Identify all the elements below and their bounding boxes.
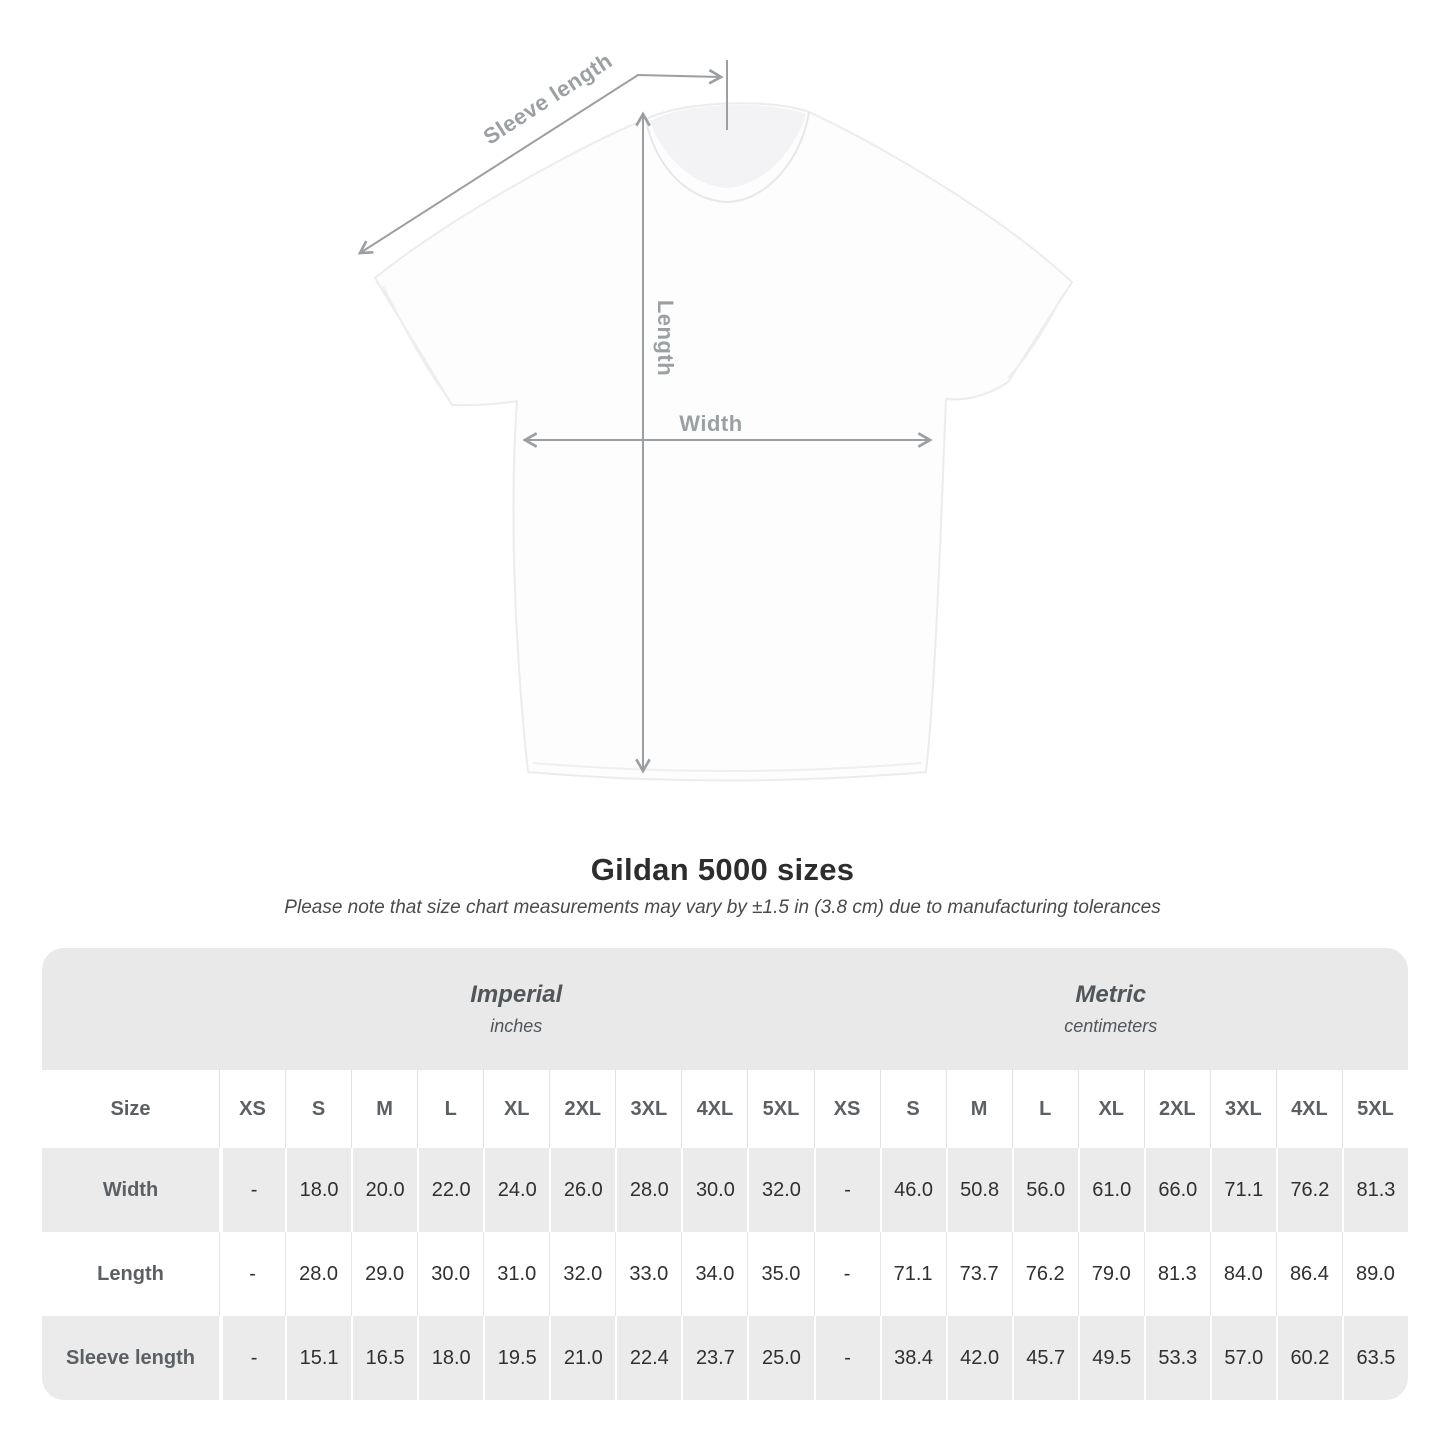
measurement-value: - [219,1232,285,1316]
measurement-value: - [814,1148,880,1232]
measurement-value: 18.0 [285,1148,351,1232]
width-label: Width [679,411,743,436]
measurement-value: 56.0 [1012,1148,1078,1232]
imperial-title: Imperial [470,981,563,1008]
measurement-value: 35.0 [747,1232,813,1316]
measurement-value: 89.0 [1342,1232,1408,1316]
measurement-value: 76.2 [1012,1232,1078,1316]
measurement-value: 66.0 [1144,1148,1210,1232]
measurement-value: - [814,1316,880,1400]
measurement-value: 23.7 [681,1316,747,1400]
measurement-value: 28.0 [615,1148,681,1232]
size-col-header: S [285,1070,351,1148]
size-header-row [42,1070,1408,1148]
measurement-value: 21.0 [549,1316,615,1400]
measurement-value: 22.0 [417,1148,483,1232]
measurement-value: 15.1 [285,1316,351,1400]
measurement-value: 50.8 [946,1148,1012,1232]
measurement-value: 29.0 [351,1232,417,1316]
width-row [42,1148,1408,1232]
size-col-header: XS [219,1070,285,1148]
size-col-header: XL [1078,1070,1144,1148]
row-label: Width [102,1178,159,1201]
measurement-value: 53.3 [1144,1316,1210,1400]
measurement-value: 34.0 [681,1232,747,1316]
measurement-value: 22.4 [615,1316,681,1400]
sleeve-length-label: Sleeve length [478,47,617,150]
measurement-value: 81.3 [1342,1148,1408,1232]
metric-unit: centimeters [1064,1016,1158,1036]
measurement-value: 30.0 [417,1232,483,1316]
measurement-value: 71.1 [1210,1148,1276,1232]
measurement-value: 24.0 [483,1148,549,1232]
measurement-value: 61.0 [1078,1148,1144,1232]
measurement-value: 42.0 [946,1316,1012,1400]
unit-header-band [42,948,1408,1070]
size-column-title: Size [110,1097,151,1120]
size-col-header: 5XL [1342,1070,1408,1148]
band-spacer [42,948,219,1070]
measurement-value: 84.0 [1210,1232,1276,1316]
size-col-header: 4XL [1276,1070,1342,1148]
measurement-value: - [219,1148,285,1232]
measurement-value: 19.5 [483,1316,549,1400]
length-row [42,1232,1408,1316]
measurement-value: 86.4 [1276,1232,1342,1316]
measurement-value: 16.5 [351,1316,417,1400]
measurement-value: 76.2 [1276,1148,1342,1232]
measurement-value: 79.0 [1078,1232,1144,1316]
measurement-value: 73.7 [946,1232,1012,1316]
size-col-header: 3XL [615,1070,681,1148]
measurement-value: 38.4 [880,1316,946,1400]
measurement-value: 28.0 [285,1232,351,1316]
measurement-value: 25.0 [747,1316,813,1400]
measurement-value: 71.1 [880,1232,946,1316]
size-col-header: 2XL [549,1070,615,1148]
sleeve-length-row [42,1316,1408,1400]
measurement-value: 26.0 [549,1148,615,1232]
measurement-value: 30.0 [681,1148,747,1232]
imperial-group-header [219,948,814,1070]
measurement-value: 81.3 [1144,1232,1210,1316]
size-col-header: 4XL [681,1070,747,1148]
measurement-value: 60.2 [1276,1316,1342,1400]
row-label: Sleeve length [66,1346,195,1369]
measurement-value: 32.0 [549,1232,615,1316]
size-col-header: 2XL [1144,1070,1210,1148]
size-table [42,948,1408,1400]
measurement-value: 18.0 [417,1316,483,1400]
measurement-value: 63.5 [1342,1316,1408,1400]
measurement-value: 31.0 [483,1232,549,1316]
size-col-header: XS [814,1070,880,1148]
imperial-unit: inches [490,1016,543,1036]
size-col-header: L [417,1070,483,1148]
metric-group-header [814,948,1409,1070]
length-label: Length [653,299,678,377]
size-col-header: 5XL [747,1070,813,1148]
row-label: Length [97,1262,164,1285]
metric-title: Metric [1075,981,1147,1008]
size-col-header: M [351,1070,417,1148]
measurement-value: 45.7 [1012,1316,1078,1400]
tshirt-shape [375,103,1072,780]
size-col-header: S [880,1070,946,1148]
tolerance-note: Please note that size chart measurements may vary by ±1.5 in (3.8 cm) due to manufacturing tolerances [284,897,1161,918]
measurement-value: 32.0 [747,1148,813,1232]
measurement-value: - [219,1316,285,1400]
size-col-header: M [946,1070,1012,1148]
measurement-value: 33.0 [615,1232,681,1316]
measurement-value: 49.5 [1078,1316,1144,1400]
size-col-header: 3XL [1210,1070,1276,1148]
page-title: Gildan 5000 sizes [590,852,855,887]
measurement-value: 20.0 [351,1148,417,1232]
size-col-header: L [1012,1070,1078,1148]
measurement-value: 57.0 [1210,1316,1276,1400]
measurement-value: - [814,1232,880,1316]
size-col-header: XL [483,1070,549,1148]
measurement-value: 46.0 [880,1148,946,1232]
